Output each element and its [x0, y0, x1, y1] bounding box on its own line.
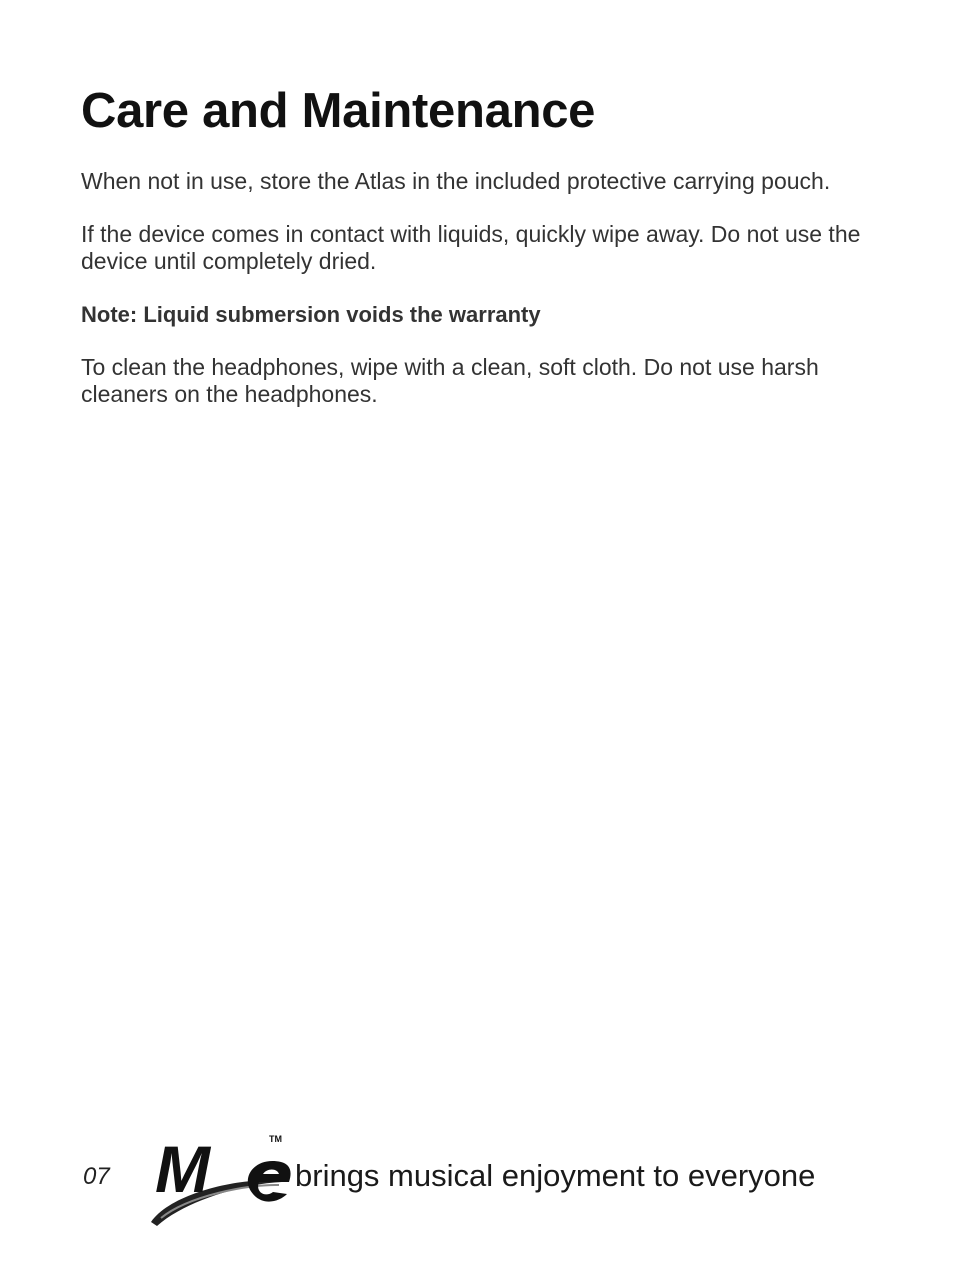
page-title: Care and Maintenance [81, 84, 596, 138]
svg-text:M: M [155, 1132, 200, 1206]
liquid-contact-paragraph: If the device comes in contact with liquids, quickly wipe away. Do not use the device until completely dried. [81, 221, 861, 274]
brand-tagline: brings musical enjoyment to everyone [295, 1158, 816, 1193]
page-footer [83, 1130, 883, 1230]
warranty-note: Note: Liquid submersion voids the warranty [81, 302, 541, 327]
page-number: 07 [83, 1163, 110, 1190]
document-body [81, 168, 871, 434]
trademark-symbol: TM [269, 1134, 282, 1144]
storage-paragraph: When not in use, store the Atlas in the included protective carrying pouch. [81, 168, 831, 194]
cleaning-paragraph: To clean the headphones, wipe with a clean, soft cloth. Do not use harsh cleaners on the headphones. [81, 354, 819, 407]
